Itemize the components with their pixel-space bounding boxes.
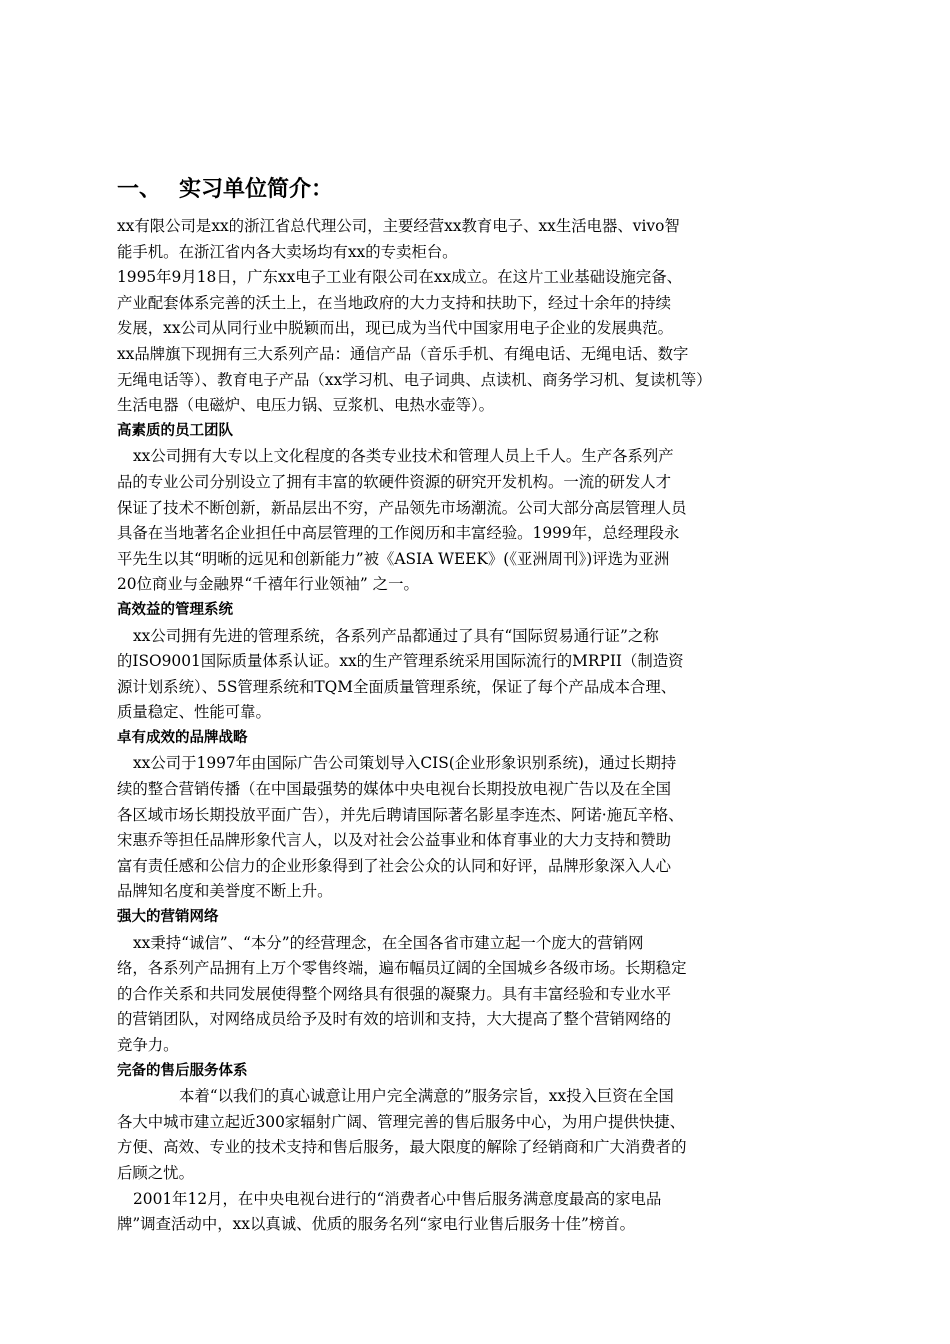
subsection-paragraph: [117, 1084, 807, 1238]
text-line: 源计划系统）、5S管理系统和TQM全面质量管理系统，保证了每个产品成本合理、: [117, 677, 677, 696]
text-line: 本着“以我们的真心诚意让用户完全满意的”服务宗旨，xx投入巨资在全国: [179, 1087, 674, 1106]
text-line: 络，各系列产品拥有上万个零售终端，遍布幅员辽阔的全国城乡各级市场。长期稳定: [117, 959, 687, 978]
subsection-paragraph: [117, 624, 807, 726]
text-line: 质量稳定、性能可靠。: [117, 703, 271, 722]
subsection-title: 强大的营销网络: [117, 909, 219, 926]
text-line: 无绳电话等）、教育电子产品（xx学习机、电子词典、点读机、商务学习机、复读机等）: [117, 370, 712, 389]
text-line: xx品牌旗下现拥有三大系列产品：通信产品（音乐手机、有绳电话、无绳电话、数字: [117, 344, 689, 363]
text-line: xx公司于1997年由国际广告公司策划导入CIS(企业形象识别系统)，通过长期持: [133, 754, 677, 773]
subsection-paragraph: [117, 444, 807, 598]
text-line: 平先生以其“明晰的远见和创新能力”被《ASIA WEEK》(《亚洲周刊》)评选为亚洲: [117, 549, 670, 568]
text-line: 1995年9月18日，广东xx电子工业有限公司在xx成立。在这片工业基础设施完备、: [117, 268, 682, 287]
text-line: 品牌知名度和美誉度不断上升。: [117, 882, 333, 901]
text-line: 的ISO9001国际质量体系认证。xx的生产管理系统采用国际流行的MRPII（制造资: [117, 652, 684, 671]
subsection-title: 卓有成效的品牌战略: [117, 729, 248, 746]
document-body: [117, 214, 807, 1238]
text-line: 各大中城市建立起近300家辐射广阔、管理完善的售后服务中心，为用户提供快捷、: [117, 1112, 686, 1131]
subsection-paragraph: [117, 751, 807, 905]
text-line: 保证了技术不断创新，新品层出不穷，产品领先市场潮流。公司大部分高层管理人员: [117, 498, 687, 517]
text-line: 各区域市场长期投放平面广告），并先后聘请国际著名影星李连杰、阿诺·施瓦辛格、: [117, 805, 684, 824]
intro-paragraph: [117, 214, 807, 419]
subsection-title: 高素质的员工团队: [117, 422, 233, 439]
text-line: 宋惠乔等担任品牌形象代言人，以及对社会公益事业和体育事业的大力支持和赞助: [117, 831, 672, 850]
subsection-title: 完备的售后服务体系: [117, 1062, 248, 1079]
heading-number: 一、: [117, 177, 162, 202]
heading-title: 实习单位简介：: [179, 177, 334, 202]
text-line: 20位商业与金融界“千禧年行业领袖” 之一。: [117, 575, 419, 594]
text-line: xx秉持“诚信”、“本分”的经营理念，在全国各省市建立起一个庞大的营销网: [133, 933, 644, 952]
text-line: 的营销团队，对网络成员给予及时有效的培训和支持，大大提高了整个营销网络的: [117, 1010, 672, 1029]
text-line: 品的专业公司分别设立了拥有丰富的软硬件资源的研究开发机构。一流的研发人才: [117, 472, 672, 491]
text-line: 发展，xx公司从同行业中脱颖而出，现已成为当代中国家用电子企业的发展典范。: [117, 319, 674, 338]
text-line: xx有限公司是xx的浙江省总代理公司，主要经营xx教育电子、xx生活电器、vivo智: [117, 217, 680, 235]
text-line: 能手机。在浙江省内各大卖场均有xx的专卖柜台。: [117, 242, 458, 261]
text-line: 竞争力。: [117, 1036, 179, 1054]
text-line: 的合作关系和共同发展使得整个网络具有很强的凝聚力。具有丰富经验和专业水平: [117, 984, 672, 1003]
text-line: 后顾之忧。: [117, 1163, 194, 1182]
text-line: 2001年12月，在中央电视台进行的“消费者心中售后服务满意度最高的家电品: [133, 1189, 662, 1208]
section-heading: [117, 175, 333, 205]
text-line: 具备在当地著名企业担任中高层管理的工作阅历和丰富经验。1999年，总经理段永: [117, 524, 680, 543]
text-line: 产业配套体系完善的沃土上，在当地政府的大力支持和扶助下，经过十余年的持续: [117, 293, 672, 312]
text-line: xx公司拥有大专以上文化程度的各类专业技术和管理人员上千人。生产各系列产: [133, 447, 674, 466]
text-line: xx公司拥有先进的管理系统，各系列产品都通过了具有“国际贸易通行证”之称: [133, 626, 659, 645]
text-line: 方便、高效、专业的技术支持和售后服务，最大限度的解除了经销商和广大消费者的: [117, 1138, 687, 1157]
text-line: 续的整合营销传播（在中国最强势的媒体中央电视台长期投放电视广告以及在全国: [117, 780, 672, 799]
text-line: 生活电器（电磁炉、电压力锅、豆浆机、电热水壶等）。: [117, 396, 495, 415]
subsection-paragraph: [117, 931, 807, 1059]
text-line: 牌”调查活动中，xx以真诚、优质的服务名列“家电行业售后服务十佳”榜首。: [117, 1215, 636, 1234]
text-line: 富有责任感和公信力的企业形象得到了社会公众的认同和好评，品牌形象深入人心: [117, 856, 672, 875]
subsection-title: 高效益的管理系统: [117, 601, 233, 618]
